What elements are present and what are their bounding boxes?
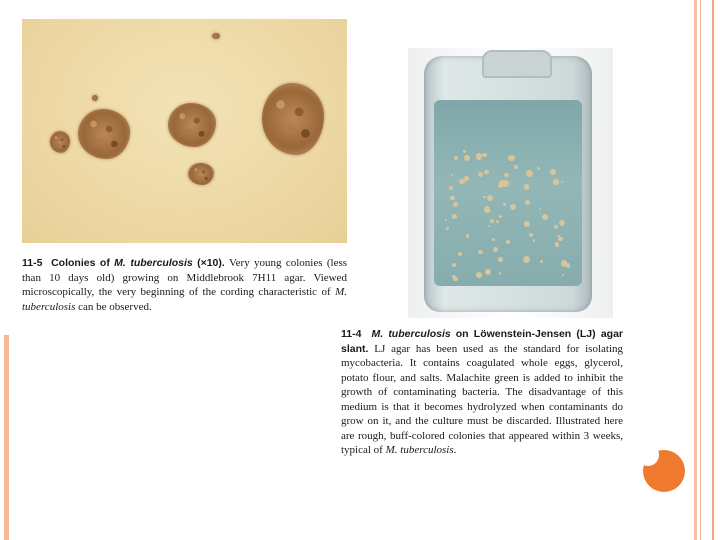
colony-speck	[487, 195, 493, 201]
decorative-stripe	[4, 335, 9, 540]
caption-organism: M. tuberculosis	[385, 444, 454, 456]
colony-speck	[558, 237, 562, 241]
colony-speck	[498, 257, 502, 261]
colony	[188, 163, 214, 185]
colony	[92, 95, 98, 101]
colony-speck	[525, 200, 530, 205]
colony-speck	[446, 227, 450, 231]
agar-slant	[434, 100, 582, 286]
colony-speck	[499, 215, 502, 218]
figure-title: on Löwenstein-Jensen (LJ) agar slant.	[341, 328, 623, 355]
colony-speck	[464, 155, 470, 161]
colony	[262, 83, 324, 155]
colony-speck	[451, 174, 453, 176]
colony-speck	[490, 219, 494, 223]
colony-speck	[498, 184, 502, 188]
colony-speck	[555, 242, 559, 246]
decorative-stripe	[694, 0, 697, 540]
colony-speck	[492, 238, 495, 241]
decorative-stripe	[700, 0, 701, 540]
colony-speck	[504, 173, 509, 178]
colony-speck	[524, 221, 530, 227]
caption-figure-11-5	[22, 256, 347, 314]
colony-speck	[478, 172, 483, 177]
colony-speck	[493, 247, 498, 252]
colonies-photo	[22, 19, 347, 243]
decorative-stripe	[712, 0, 714, 540]
colony-speck	[496, 220, 499, 223]
colony	[212, 33, 220, 39]
colony-speck	[499, 272, 502, 275]
colony-speck	[445, 219, 447, 221]
colony-speck	[554, 225, 558, 229]
colony-speck	[466, 234, 470, 238]
figure-title-organism: M. tuberculosis	[371, 328, 451, 340]
colony-speck	[483, 196, 485, 198]
caption-text: LJ agar has been used as the standard for isolating mycobacteria. It contains coagulated whole eggs, glycerol, potato flour, and salts. Malachite green is added to inhibit the growth of contaminating bacteria. The disadvantage of this medium is that it becomes hydrolyzed when contaminants do grow on it, and the culture must be discarded. Illustrated here are rough, buff-colored colonies that appeared within 3 weeks, typical of	[341, 342, 624, 456]
colony	[78, 109, 130, 159]
colony-speck	[553, 179, 558, 184]
colony-speck	[514, 165, 518, 169]
colony-speck	[489, 210, 491, 212]
figure-title-magnification: (×10).	[197, 257, 225, 269]
colony	[50, 131, 70, 153]
colony-speck	[454, 156, 458, 160]
caption-text: Very young colonies (less than 10 days old) growing on Middlebrook 7H11 agar. Viewed microscopically, the very beginning of the cording characteristic of	[22, 257, 348, 298]
caption-figure-11-4	[341, 327, 623, 458]
colony-speck	[458, 252, 462, 256]
colony-speck	[561, 181, 563, 183]
colony-speck	[524, 184, 530, 190]
colony-speck	[503, 203, 506, 206]
colony-speck	[523, 256, 530, 263]
colony-speck	[533, 239, 536, 242]
culture-bottle	[424, 56, 592, 312]
figure-number: 11-4	[341, 328, 362, 340]
decorative-orange-circle	[643, 450, 685, 492]
agar-slant-photo	[408, 48, 613, 318]
colony-speck	[540, 260, 543, 263]
colony-speck	[559, 220, 565, 226]
colony-speck	[510, 204, 517, 211]
colony-speck	[488, 225, 490, 227]
figure-number: 11-5	[22, 257, 43, 269]
colony-speck	[484, 170, 489, 175]
caption-organism: M. tuberculosis	[22, 286, 348, 313]
colony-speck	[480, 251, 483, 254]
colony-speck	[482, 153, 487, 158]
caption-text-end: can be observed.	[78, 300, 152, 313]
colony-speck	[453, 202, 458, 207]
colony-speck	[537, 167, 540, 170]
colony-speck	[566, 263, 570, 267]
colony	[168, 103, 216, 147]
colony-speck	[550, 169, 556, 175]
figure-title-organism: M. tuberculosis	[114, 257, 193, 269]
figure-title: Colonies of	[51, 257, 110, 269]
colony-speck	[449, 186, 453, 190]
colony-speck	[502, 180, 508, 186]
colony-speck	[542, 214, 548, 220]
colony-speck	[450, 196, 454, 200]
colony-speck	[476, 272, 482, 278]
bottle-neck	[482, 50, 552, 78]
colony-speck	[526, 170, 533, 177]
colony-speck	[452, 275, 456, 279]
colony-speck	[562, 274, 564, 276]
colony-speck	[539, 208, 541, 210]
colony-speck	[452, 263, 456, 267]
colony-speck	[452, 214, 457, 219]
colony-speck	[463, 150, 466, 153]
caption-text-end: .	[453, 444, 457, 456]
colony-speck	[464, 176, 469, 181]
colony-speck	[485, 269, 491, 275]
colony-speck	[506, 240, 510, 244]
colony-speck	[508, 155, 515, 162]
colony-speck	[529, 233, 533, 237]
